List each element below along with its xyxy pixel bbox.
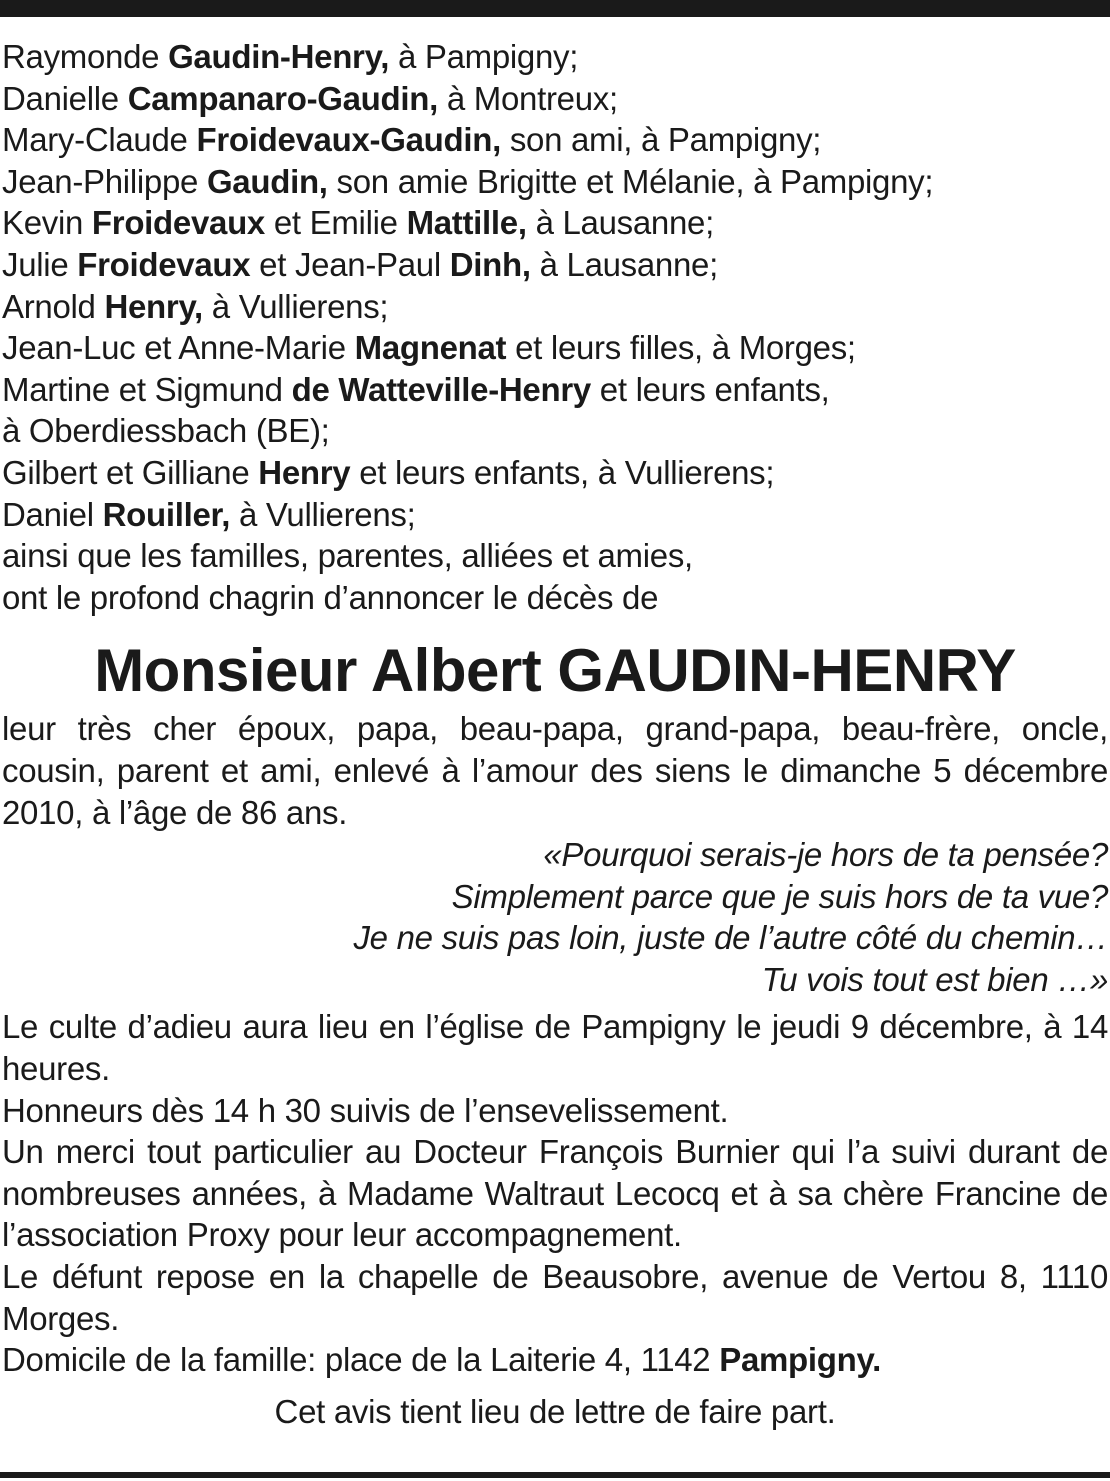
closing-note: Cet avis tient lieu de lettre de faire part.	[274, 1392, 836, 1430]
family-line: Julie Froidevaux et Jean-Paul Dinh, à Lausanne;	[2, 245, 718, 283]
family-line: Danielle Campanaro-Gaudin, à Montreux;	[2, 79, 618, 117]
thanks-paragraph: Un merci tout particulier au Docteur François Burnier qui l’a suivi durant de nombreuses années, à Madame Waltraut Lecocq et à sa chère Francine de l’association Proxy pour leur accompagnement.	[2, 1133, 1108, 1254]
top-rule	[0, 0, 1110, 17]
family-line: Gilbert et Gilliane Henry et leurs enfants, à Vullierens;	[2, 453, 775, 491]
family-line: Kevin Froidevaux et Emilie Mattille, à Lausanne;	[2, 204, 714, 242]
family-line: Martine et Sigmund de Watteville-Henry et leurs enfants,	[2, 370, 830, 408]
quote-line: Tu vois tout est bien …»	[761, 960, 1108, 998]
obituary-notice	[2, 36, 1108, 1432]
family-line: à Oberdiessbach (BE);	[2, 412, 330, 450]
honors-paragraph: Honneurs dès 14 h 30 suivis de l’ensevelissement.	[2, 1091, 729, 1129]
deceased-name: Monsieur Albert GAUDIN-HENRY	[94, 637, 1016, 705]
family-line: ainsi que les familles, parentes, alliées et amies,	[2, 537, 693, 575]
family-line: Daniel Rouiller, à Vullierens;	[2, 495, 416, 533]
ceremony-paragraph: Le culte d’adieu aura lieu en l’église de Pampigny le jeudi 9 décembre, à 14 heures.	[2, 1008, 1108, 1088]
bottom-rule	[0, 1472, 1110, 1478]
family-line: Raymonde Gaudin-Henry, à Pampigny;	[2, 38, 579, 75]
quote-line: Simplement parce que je suis hors de ta vue?	[451, 877, 1108, 915]
family-line: Jean-Luc et Anne-Marie Magnenat et leurs filles, à Morges;	[2, 329, 856, 367]
description-paragraph: leur très cher époux, papa, beau-papa, grand-papa, beau-frère, oncle, cousin, parent et ami, enlevé à l’amour des siens le dimanche 5 décembre 2010, à l’âge de 86 ans.	[2, 710, 1108, 831]
family-line: Arnold Henry, à Vullierens;	[2, 287, 389, 325]
family-list	[2, 36, 1108, 618]
quote-line: Je ne suis pas loin, juste de l’autre côté du chemin…	[353, 919, 1108, 957]
domicile-line: Domicile de la famille: place de la Laiterie 4, 1142 Pampigny.	[2, 1341, 881, 1379]
family-line: Jean-Philippe Gaudin, son amie Brigitte et Mélanie, à Pampigny;	[2, 162, 934, 200]
poem-quote	[2, 834, 1108, 1000]
family-line: Mary-Claude Froidevaux-Gaudin, son ami, à Pampigny;	[2, 121, 822, 159]
quote-line: «Pourquoi serais-je hors de ta pensée?	[543, 836, 1108, 874]
announcement-line: ont le profond chagrin d’annoncer le décès de	[2, 578, 659, 616]
rest-paragraph: Le défunt repose en la chapelle de Beausobre, avenue de Vertou 8, 1110 Morges.	[2, 1258, 1108, 1337]
